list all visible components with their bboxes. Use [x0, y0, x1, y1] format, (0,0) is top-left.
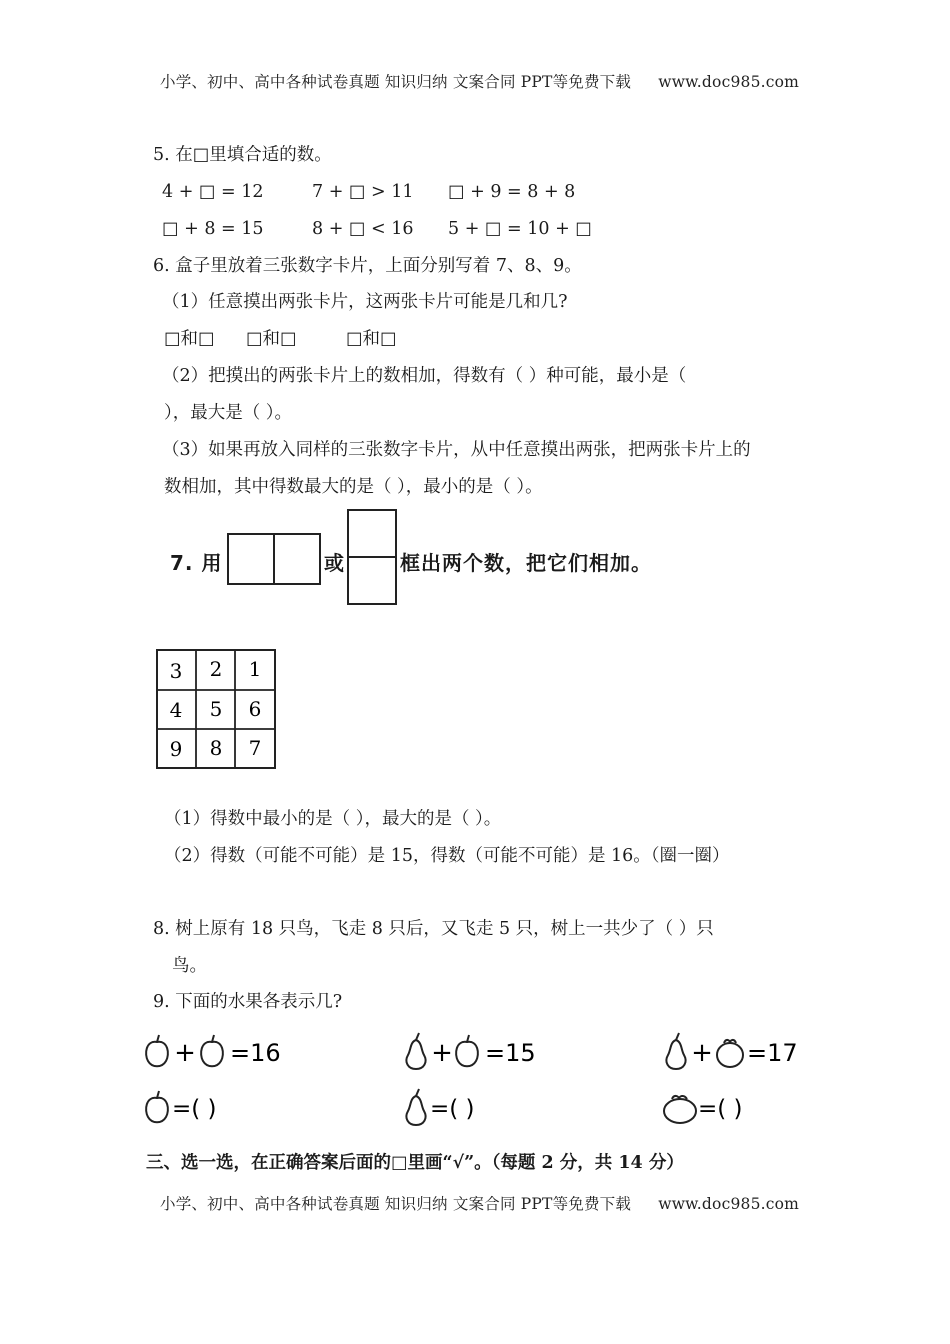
- q6-pair-2: □和□: [246, 329, 297, 349]
- answer-blank: =( ): [698, 1096, 743, 1122]
- q5-eq-6: 5 + □ = 10 + □: [448, 219, 592, 239]
- plus-sign: +: [691, 1038, 713, 1068]
- q6-part1: （1）任意摸出两张卡片，这两张卡片可能是几和几?: [162, 292, 568, 312]
- q6-part3-line1: （3）如果再放入同样的三张数字卡片，从中任意摸出两张，把两张卡片上的: [162, 440, 751, 460]
- q6-part3-line2: 数相加，其中得数最大的是（ ），最小的是（ ）。: [164, 477, 543, 497]
- q9-equation-1: [140, 1028, 300, 1074]
- q5-title: 5. 在□里填合适的数。: [153, 145, 332, 165]
- q5-eq-3: □ + 9 = 8 + 8: [448, 182, 576, 202]
- answer-blank: =( ): [430, 1096, 475, 1122]
- grid-cell: 6: [248, 697, 262, 721]
- q9-eq3-result: =17: [747, 1039, 798, 1067]
- q9-answer-apple: [140, 1086, 290, 1128]
- vertical-frame-icon: [346, 508, 398, 606]
- q7-part2: （2）得数（可能不可能）是 15，得数（可能不可能）是 16。（圈一圈）: [164, 846, 730, 866]
- q6-pair-3: □和□: [346, 329, 397, 349]
- q5-eq-2: 7 + □ > 11: [312, 182, 414, 202]
- grid-cell: 1: [248, 657, 262, 681]
- section3-title: 三、选一选，在正确答案后面的□里画“√”。（每题 2 分，共 14 分）: [146, 1153, 684, 1173]
- header-text: 小学、初中、高中各种试卷真题 知识归纳 文案合同 PPT等免费下载: [160, 73, 632, 91]
- grid-cell: 3: [169, 659, 183, 683]
- grid-cell: 9: [169, 737, 183, 761]
- number-grid: [154, 646, 278, 772]
- q6-part2-line2: ），最大是（ ）。: [164, 403, 293, 423]
- q7-part1: （1）得数中最小的是（ ），最大的是（ ）。: [164, 809, 502, 829]
- q9-eq2-result: =15: [485, 1039, 536, 1067]
- page-header: [160, 70, 799, 92]
- q7-suffix: 框出两个数，把它们相加。: [400, 551, 652, 575]
- q7-or: 或: [324, 551, 345, 575]
- grid-cell: 2: [209, 657, 223, 681]
- pear-icon: [406, 1089, 425, 1125]
- q5-eq-5: 8 + □ < 16: [312, 219, 414, 239]
- q6-title: 6. 盒子里放着三张数字卡片，上面分别写着 7、8、9。: [153, 256, 582, 276]
- q9-equation-3: [660, 1028, 810, 1074]
- orange-icon: [664, 1096, 696, 1123]
- q9-eq1-result: =16: [230, 1039, 281, 1067]
- plus-sign: +: [431, 1038, 453, 1068]
- grid-cell: 8: [209, 736, 223, 760]
- orange-icon: [717, 1040, 743, 1067]
- plus-sign: +: [174, 1038, 196, 1068]
- footer-text: 小学、初中、高中各种试卷真题 知识归纳 文案合同 PPT等免费下载: [160, 1195, 632, 1213]
- q6-part2-line1: （2）把摸出的两张卡片上的数相加，得数有（ ）种可能，最小是（: [162, 366, 687, 386]
- q7-prefix: 7. 用: [170, 551, 223, 575]
- apple-icon: [201, 1035, 223, 1066]
- grid-cell: 5: [209, 697, 223, 721]
- answer-blank: =( ): [172, 1096, 217, 1122]
- apple-icon: [146, 1091, 168, 1122]
- grid-cell: 4: [169, 698, 183, 722]
- apple-icon: [146, 1035, 168, 1066]
- page-footer: [160, 1192, 799, 1214]
- q5-eq-4: □ + 8 = 15: [162, 219, 264, 239]
- q6-pair-1: □和□: [164, 329, 215, 349]
- q9-title: 9. 下面的水果各表示几?: [153, 992, 343, 1012]
- q9-answer-orange: [660, 1086, 810, 1128]
- q9-answer-pear: [400, 1086, 550, 1128]
- q8-line2: 鸟。: [172, 956, 207, 976]
- horizontal-frame-icon: [226, 532, 322, 586]
- grid-cell: 7: [248, 736, 262, 760]
- q9-equation-2: [400, 1028, 560, 1074]
- q5-eq-1: 4 + □ = 12: [162, 182, 264, 202]
- pear-icon: [406, 1033, 425, 1069]
- q8-line1: 8. 树上原有 18 只鸟，飞走 8 只后，又飞走 5 只，树上一共少了（ ）只: [153, 919, 714, 939]
- header-site: www.doc985.com: [658, 73, 800, 91]
- apple-icon: [456, 1035, 478, 1066]
- pear-icon: [666, 1033, 685, 1069]
- footer-site: www.doc985.com: [658, 1195, 800, 1213]
